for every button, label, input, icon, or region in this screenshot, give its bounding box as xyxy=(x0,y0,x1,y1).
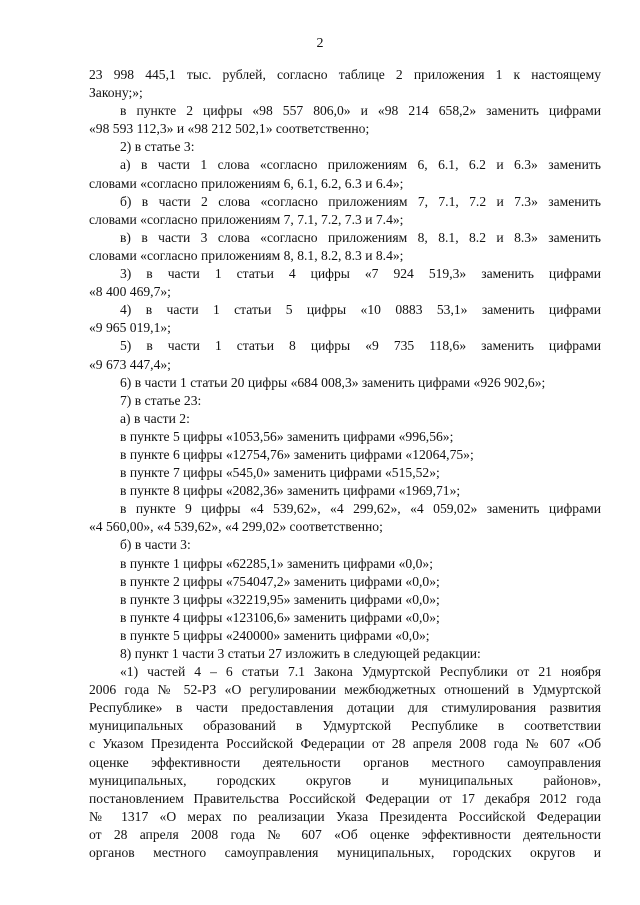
text-line: словами «согласно приложениям 7, 7.1, 7.2, 7.3 и 7.4»; xyxy=(89,211,404,227)
text-line: словами «согласно приложениям 6, 6.1, 6.2, 6.3 и 6.4»; xyxy=(89,175,404,191)
text-line: 8) пункт 1 части 3 статьи 27 изложить в следующей редакции: xyxy=(120,646,481,661)
text-line: органов местного самоуправления муниципальных, городских округов и xyxy=(89,845,601,861)
text-line: постановлением Правительства Российской Федерации от 17 декабря 2012 года xyxy=(89,790,601,806)
text-line: в пункте 9 цифры «4 539,62», «4 299,62», «4 059,02» заменить цифрами xyxy=(120,501,601,517)
text-line: от 28 апреля 2008 года № 607 «Об оценке эффективности деятельности xyxy=(89,826,601,842)
text-line: в пункте 7 цифры «545,0» заменить цифрами «515,52»; xyxy=(120,465,440,481)
text-line: «1) частей 4 – 6 статьи 7.1 Закона Удмуртской Республики от 21 ноября xyxy=(120,664,601,680)
text-line: в пункте 3 цифры «32219,95» заменить цифрами «0,0»; xyxy=(120,591,440,607)
page-number: 2 xyxy=(316,36,324,51)
text-line: «4 560,00», «4 539,62», «4 299,02» соответственно; xyxy=(89,519,383,535)
text-line: 7) в статье 23: xyxy=(120,392,202,408)
text-line: в пункте 4 цифры «123106,6» заменить цифрами «0,0»; xyxy=(120,609,440,625)
text-line: «8 400 469,7»; xyxy=(89,284,171,300)
text-line: 5) в части 1 статьи 8 цифры «9 735 118,6» заменить цифрами xyxy=(120,338,601,354)
text-line: в) в части 3 слова «согласно приложениям 8, 8.1, 8.2 и 8.3» заменить xyxy=(120,229,601,245)
text-line: муниципальных образований в Удмуртской Республике в соответствии xyxy=(89,718,601,734)
text-line: б) в части 3: xyxy=(120,537,191,553)
text-line: № 1317 «О мерах по реализации Указа Президента Российской Федерации xyxy=(89,808,601,824)
text-line: словами «согласно приложениям 8, 8.1, 8.2, 8.3 и 8.4»; xyxy=(89,247,404,263)
text-line: 6) в части 1 статьи 20 цифры «684 008,3» заменить цифрами «926 902,6»; xyxy=(120,374,546,390)
text-line: 23 998 445,1 тыс. рублей, согласно таблице 2 приложения 1 к настоящему xyxy=(89,67,601,82)
text-line: оценке эффективности деятельности органов местного самоуправления xyxy=(89,754,601,770)
text-line: в пункте 2 цифры «754047,2» заменить цифрами «0,0»; xyxy=(120,573,440,589)
text-line: в пункте 1 цифры «62285,1» заменить цифрами «0,0»; xyxy=(120,555,433,571)
text-line: в пункте 2 цифры «98 557 806,0» и «98 214 658,2» заменить цифрами xyxy=(120,103,601,119)
text-line: «9 965 019,1»; xyxy=(89,320,171,336)
text-line: 2006 года № 52-РЗ «О регулировании межбюджетных отношений в Удмуртской xyxy=(89,682,601,698)
text-line: 3) в части 1 статьи 4 цифры «7 924 519,3» заменить цифрами xyxy=(120,266,601,282)
text-line: «9 673 447,4»; xyxy=(89,356,171,372)
text-line: в пункте 6 цифры «12754,76» заменить цифрами «12064,75»; xyxy=(120,446,474,462)
text-line: в пункте 5 цифры «240000» заменить цифрами «0,0»; xyxy=(120,627,430,643)
text-line: с Указом Президента Российской Федерации от 28 апреля 2008 года № 607 «Об xyxy=(89,736,601,752)
text-line: муниципальных, городских округов и муниципальных районов», xyxy=(89,772,601,788)
text-line: Закону;»; xyxy=(89,85,143,101)
document-body xyxy=(89,66,601,862)
text-line: в пункте 5 цифры «1053,56» заменить цифрами «996,56»; xyxy=(120,428,454,444)
text-line: а) в части 2: xyxy=(120,410,190,426)
text-line: 4) в части 1 статьи 5 цифры «10 0883 53,1» заменить цифрами xyxy=(120,302,601,318)
text-line: Республике» в части предоставления дотации для стимулирования развития xyxy=(89,700,601,716)
text-line: в пункте 8 цифры «2082,36» заменить цифрами «1969,71»; xyxy=(120,483,461,499)
text-line: 2) в статье 3: xyxy=(120,139,195,155)
text-line: б) в части 2 слова «согласно приложениям 7, 7.1, 7.2 и 7.3» заменить xyxy=(120,193,601,209)
text-line: а) в части 1 слова «согласно приложениям 6, 6.1, 6.2 и 6.3» заменить xyxy=(120,157,601,173)
text-line: «98 593 112,3» и «98 212 502,1» соответственно; xyxy=(89,121,370,137)
